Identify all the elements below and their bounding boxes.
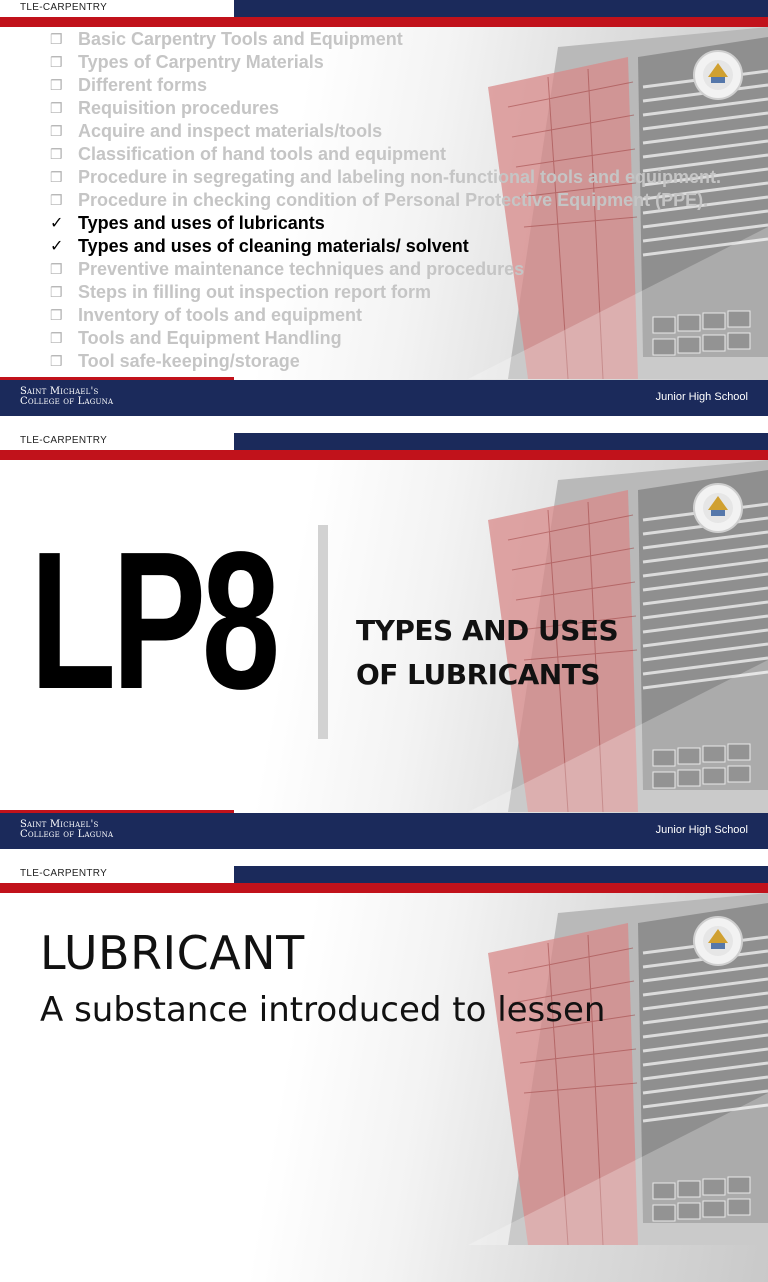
topic-item bbox=[48, 350, 721, 373]
building-image bbox=[468, 893, 768, 1245]
checkbox-icon: ❒ bbox=[50, 330, 63, 346]
topic-text: Basic Carpentry Tools and Equipment bbox=[78, 29, 403, 49]
checkbox-icon: ❒ bbox=[50, 146, 63, 162]
topic-text: Preventive maintenance techniques and procedures bbox=[78, 259, 525, 279]
header-red-stripe bbox=[0, 17, 768, 27]
topic-text: Procedure in checking condition of Personal Protective Equipment (PPE). bbox=[78, 190, 709, 210]
footer-right-text: Junior High School bbox=[655, 824, 748, 836]
checkbox-icon: ❒ bbox=[50, 307, 63, 323]
checkbox-icon: ❒ bbox=[50, 261, 63, 277]
course-label: TLE-CARPENTRY bbox=[20, 868, 108, 879]
topic-text: Acquire and inspect materials/tools bbox=[78, 121, 383, 141]
topic-text: Types and uses of lubricants bbox=[78, 213, 325, 233]
slide-topics bbox=[0, 0, 768, 416]
checkbox-icon: ❒ bbox=[50, 169, 63, 185]
topic-item bbox=[48, 189, 721, 212]
slide-subtitle: A substance introduced to lessen bbox=[40, 990, 606, 1030]
topic-text: Types and uses of cleaning materials/ solvent bbox=[78, 236, 469, 256]
header-bar bbox=[0, 866, 768, 883]
lesson-title: TYPES AND USES OF LUBRICANTS bbox=[356, 614, 619, 691]
course-label: TLE-CARPENTRY bbox=[20, 2, 108, 13]
checkbox-icon: ❒ bbox=[50, 353, 63, 369]
header-bar bbox=[0, 433, 768, 450]
school-logo-text: Saint Michael's College of Laguna bbox=[20, 386, 114, 407]
topic-item bbox=[48, 97, 721, 120]
school-logo-text: Saint Michael's College of Laguna bbox=[20, 819, 114, 840]
checkbox-icon: ❒ bbox=[50, 54, 63, 70]
header-bar bbox=[0, 0, 768, 17]
topic-text: Requisition procedures bbox=[78, 98, 280, 118]
topic-item bbox=[48, 281, 721, 304]
topic-text: Inventory of tools and equipment bbox=[78, 305, 363, 325]
checkbox-icon: ❒ bbox=[50, 284, 63, 300]
topic-item bbox=[48, 304, 721, 327]
topic-item bbox=[48, 258, 721, 281]
checkbox-icon: ❒ bbox=[50, 31, 63, 47]
checkbox-icon: ❒ bbox=[50, 192, 63, 208]
checkmark-icon: ✓ bbox=[50, 238, 64, 255]
checkbox-icon: ❒ bbox=[50, 123, 63, 139]
footer-bar bbox=[0, 380, 768, 416]
checkbox-icon: ❒ bbox=[50, 100, 63, 116]
topic-item bbox=[48, 327, 721, 350]
checkbox-icon: ❒ bbox=[50, 77, 63, 93]
slide-title: LUBRICANT bbox=[40, 926, 305, 980]
slide-lubricant bbox=[0, 866, 768, 1282]
slide-lesson-title bbox=[0, 433, 768, 849]
topic-text: Tools and Equipment Handling bbox=[78, 328, 342, 348]
topic-text: Classification of hand tools and equipment bbox=[78, 144, 447, 164]
topic-item bbox=[48, 74, 721, 97]
topic-item bbox=[48, 166, 721, 189]
footer-right-text: Junior High School bbox=[655, 391, 748, 403]
topic-item bbox=[48, 235, 721, 258]
topic-text: Procedure in segregating and labeling non-functional tools and equipment. bbox=[78, 167, 722, 187]
topic-item bbox=[48, 28, 721, 51]
header-red-stripe bbox=[0, 450, 768, 460]
lesson-code: LP8 bbox=[30, 511, 276, 730]
topic-text: Types of Carpentry Materials bbox=[78, 52, 324, 72]
topic-text: Steps in filling out inspection report form bbox=[78, 282, 432, 302]
checkmark-icon: ✓ bbox=[50, 215, 64, 232]
topic-text: Tool safe-keeping/storage bbox=[78, 351, 300, 371]
topic-item bbox=[48, 212, 721, 235]
topic-list bbox=[48, 28, 721, 373]
course-label: TLE-CARPENTRY bbox=[20, 435, 108, 446]
footer-bar bbox=[0, 813, 768, 849]
topic-item bbox=[48, 120, 721, 143]
topic-text: Different forms bbox=[78, 75, 208, 95]
header-red-stripe bbox=[0, 883, 768, 893]
topic-item bbox=[48, 143, 721, 166]
divider bbox=[318, 525, 328, 739]
topic-item bbox=[48, 51, 721, 74]
